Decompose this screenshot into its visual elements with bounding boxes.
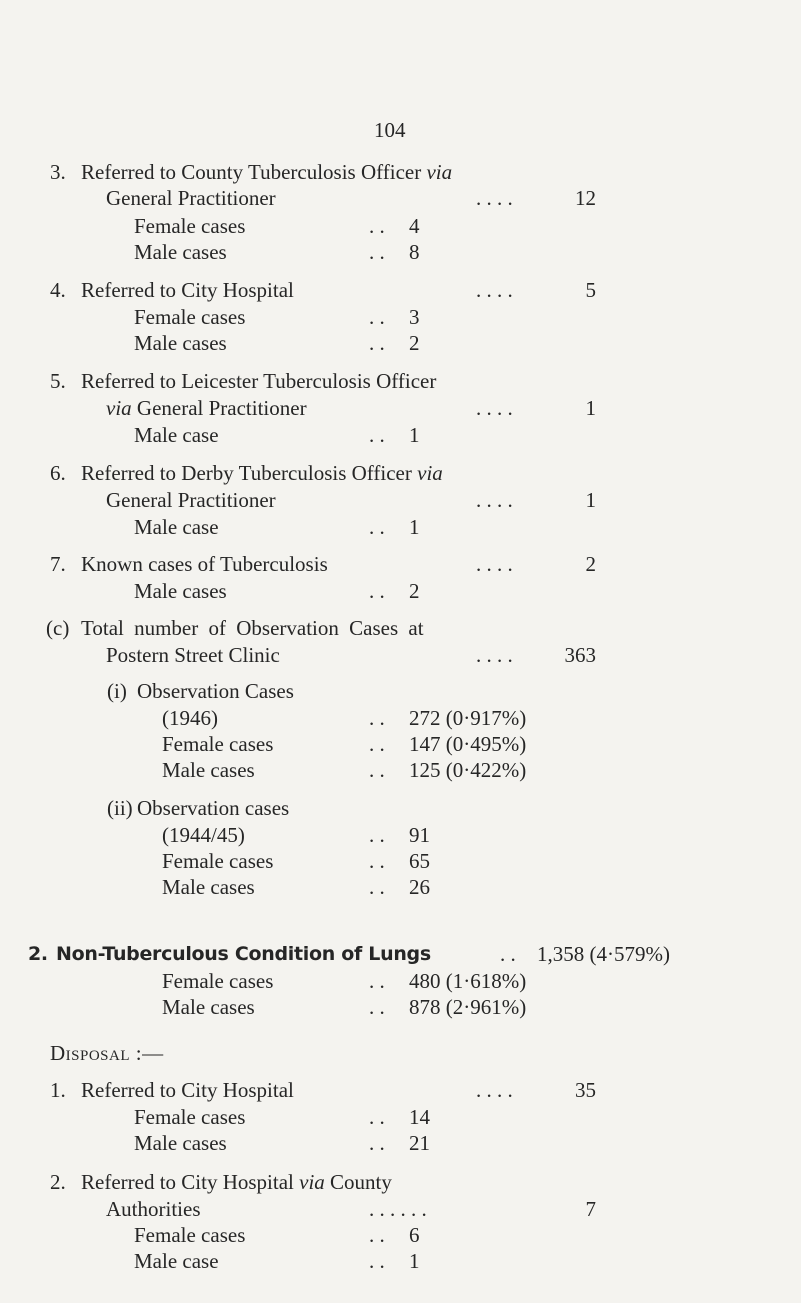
item-3-female-label: Female cases	[134, 214, 246, 238]
disposal-1-male-value: 21	[409, 1131, 430, 1155]
item-7-number: 7.	[50, 552, 66, 576]
item-4-total: 5	[585, 278, 596, 302]
sub-ii-female-value: 65	[409, 849, 430, 873]
section-2-female-dots: . .	[369, 969, 385, 993]
item-7-male-dots: . .	[369, 579, 385, 603]
item-5-heading-line2: via General Practitioner	[106, 396, 307, 420]
item-6-number: 6.	[50, 461, 66, 485]
item-7-male-value: 2	[409, 579, 420, 603]
section-2-male-dots: . .	[369, 995, 385, 1019]
item-7-total: 2	[585, 552, 596, 576]
sub-ii-value: 91	[409, 823, 430, 847]
sub-ii-male-label: Male cases	[162, 875, 255, 899]
item-5-male-value: 1	[409, 423, 420, 447]
disposal-2-male-label: Male case	[134, 1249, 219, 1273]
disposal-2-heading-line2: Authorities	[106, 1197, 201, 1221]
disposal-label: Disposal :—	[50, 1041, 164, 1065]
disposal-2-female-label: Female cases	[134, 1223, 246, 1247]
item-6-male-value: 1	[409, 515, 420, 539]
section-c-heading: Total number of Observation Cases at	[81, 616, 424, 640]
item-5-dots: . . . .	[476, 396, 513, 420]
section-2-female-value: 480 (1·618%)	[409, 969, 527, 993]
item-3-female-value: 4	[409, 214, 420, 238]
sub-ii-year: (1944/45)	[162, 823, 245, 847]
disposal-2-male-value: 1	[409, 1249, 420, 1273]
item-4-male-value: 2	[409, 331, 420, 355]
item-6-heading: Referred to Derby Tuberculosis Officer via	[81, 461, 443, 485]
item-7-male-label: Male cases	[134, 579, 227, 603]
item-3-heading-line2: General Practitioner	[106, 186, 276, 210]
sub-i-male-value: 125 (0·422%)	[409, 758, 527, 782]
sub-i-male-label: Male cases	[162, 758, 255, 782]
item-4-male-dots: . .	[369, 331, 385, 355]
item-4-heading: Referred to City Hospital	[81, 278, 294, 302]
sub-i-value: 272 (0·917%)	[409, 706, 527, 730]
disposal-2-female-value: 6	[409, 1223, 420, 1247]
item-3-heading: Referred to County Tuberculosis Officer via	[81, 160, 453, 184]
item-4-female-value: 3	[409, 305, 420, 329]
item-7-heading: Known cases of Tuberculosis	[81, 552, 328, 576]
disposal-1-total: 35	[575, 1078, 596, 1102]
item-3-female-dots: . .	[369, 214, 385, 238]
disposal-1-female-value: 14	[409, 1105, 430, 1129]
section-2-total: 1,358 (4·579%)	[537, 942, 670, 966]
section-c-dots: . . . .	[476, 643, 513, 667]
item-5-heading: Referred to Leicester Tuberculosis Officer	[81, 369, 437, 393]
sub-i-male-dots: . .	[369, 758, 385, 782]
sub-ii-heading: Observation cases	[137, 796, 290, 820]
disposal-1-female-label: Female cases	[134, 1105, 246, 1129]
sub-ii-number: (ii)	[107, 796, 133, 820]
sub-ii-female-label: Female cases	[162, 849, 274, 873]
item-3-dots: . . . .	[476, 186, 513, 210]
disposal-1-female-dots: . .	[369, 1105, 385, 1129]
item-6-male-label: Male case	[134, 515, 219, 539]
disposal-2-female-dots: . .	[369, 1223, 385, 1247]
sub-i-female-dots: . .	[369, 732, 385, 756]
sub-ii-dots: . .	[369, 823, 385, 847]
sub-i-heading: Observation Cases	[137, 679, 294, 703]
sub-ii-female-dots: . .	[369, 849, 385, 873]
sub-i-female-value: 147 (0·495%)	[409, 732, 527, 756]
section-2-female-label: Female cases	[162, 969, 274, 993]
item-5-male-dots: . .	[369, 423, 385, 447]
item-3-number: 3.	[50, 160, 66, 184]
sub-i-female-label: Female cases	[162, 732, 274, 756]
disposal-2-heading: Referred to City Hospital via County	[81, 1170, 392, 1194]
disposal-1-heading: Referred to City Hospital	[81, 1078, 294, 1102]
sub-ii-male-value: 26	[409, 875, 430, 899]
disposal-2-dots: . . . . . .	[369, 1197, 427, 1221]
disposal-1-number: 1.	[50, 1078, 66, 1102]
disposal-1-male-dots: . .	[369, 1131, 385, 1155]
section-2-male-label: Male cases	[162, 995, 255, 1019]
item-4-number: 4.	[50, 278, 66, 302]
section-2-number: 2.	[28, 943, 48, 965]
item-6-total: 1	[585, 488, 596, 512]
section-c-number: (c)	[46, 616, 70, 640]
section-2-dots: . .	[500, 942, 516, 966]
disposal-2-number: 2.	[50, 1170, 66, 1194]
item-7-dots: . . . .	[476, 552, 513, 576]
disposal-1-male-label: Male cases	[134, 1131, 227, 1155]
disposal-2-male-dots: . .	[369, 1249, 385, 1273]
section-c-total: 363	[564, 643, 596, 667]
section-2-heading: Non-Tuberculous Condition of Lungs	[56, 943, 431, 965]
sub-i-dots: . .	[369, 706, 385, 730]
disposal-1-dots: . . . .	[476, 1078, 513, 1102]
item-4-dots: . . . .	[476, 278, 513, 302]
item-3-total: 12	[575, 186, 596, 210]
item-6-dots: . . . .	[476, 488, 513, 512]
item-3-male-label: Male cases	[134, 240, 227, 264]
item-4-male-label: Male cases	[134, 331, 227, 355]
sub-ii-male-dots: . .	[369, 875, 385, 899]
item-5-total: 1	[585, 396, 596, 420]
sub-i-number: (i)	[107, 679, 127, 703]
item-5-male-label: Male case	[134, 423, 219, 447]
disposal-2-total: 7	[585, 1197, 596, 1221]
page-number: 104	[374, 118, 406, 142]
item-3-male-dots: . .	[369, 240, 385, 264]
item-6-heading-line2: General Practitioner	[106, 488, 276, 512]
item-6-male-dots: . .	[369, 515, 385, 539]
item-3-male-value: 8	[409, 240, 420, 264]
item-4-female-dots: . .	[369, 305, 385, 329]
item-4-female-label: Female cases	[134, 305, 246, 329]
section-c-heading-line2: Postern Street Clinic	[106, 643, 280, 667]
section-2-male-value: 878 (2·961%)	[409, 995, 527, 1019]
item-5-number: 5.	[50, 369, 66, 393]
sub-i-year: (1946)	[162, 706, 218, 730]
